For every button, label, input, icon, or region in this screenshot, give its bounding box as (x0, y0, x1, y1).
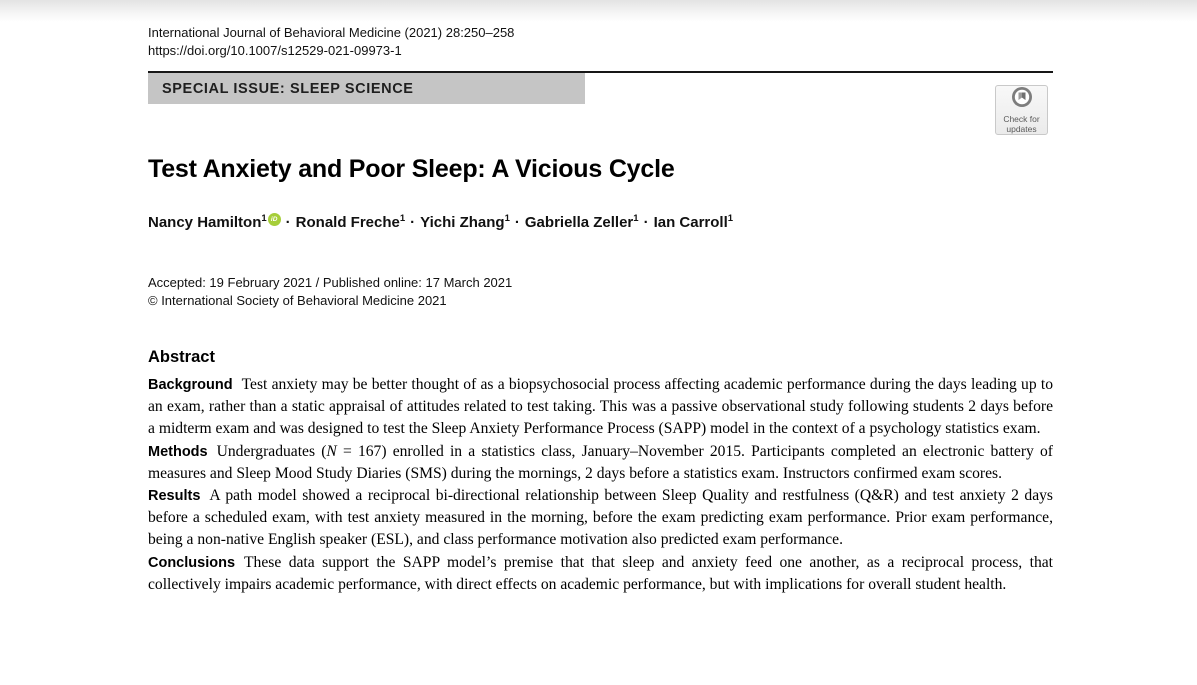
author-separator: · (643, 214, 649, 231)
author-separator: · (514, 214, 520, 231)
author-affiliation-sup: 1 (504, 213, 510, 224)
abstract-section (148, 374, 1053, 441)
abstract-section-text: = 167) enrolled in a statistics class, January–November 2015. Participants completed an electronic battery of measures and Sleep Mood Study Diaries (SMS) during the mornings, 2 days before a statistics exam. Instructors confirmed exam scores. (148, 442, 1053, 482)
abstract-section (148, 441, 1053, 485)
publication-dates (148, 274, 1053, 309)
journal-citation: International Journal of Behavioral Medicine (2021) 28:250–258 (148, 25, 515, 40)
accepted-published-line: Accepted: 19 February 2021 / Published online: 17 March 2021 (148, 275, 513, 290)
abstract-section (148, 485, 1053, 552)
author-name: Nancy Hamilton (148, 214, 262, 231)
abstract-heading: Abstract (148, 348, 215, 366)
abstract-section-text: Test anxiety may be better thought of as a biopsychosocial process affecting academic performance during the days leading up to an exam, rather than a static appraisal of attitudes related to test taking. This was a passive observational study following students 2 days before a midterm exam and was designed to test the Sleep Anxiety Performance Process (SAPP) model in the context of a psychology statistics exam. (148, 376, 1053, 438)
author-name: Ian Carroll (653, 214, 728, 231)
author-separator: · (285, 214, 291, 231)
author-affiliation-sup: 1 (727, 213, 734, 224)
author-list (148, 213, 1053, 231)
abstract-section-label: Conclusions (148, 554, 236, 571)
author-affiliation-sup: 1 (261, 213, 267, 224)
abstract-section-text: N (326, 442, 337, 460)
author-name: Yichi Zhang (420, 214, 505, 231)
author-affiliation-sup: 1 (633, 213, 639, 224)
article-content (148, 0, 1053, 596)
check-for-updates-badge[interactable] (995, 85, 1048, 135)
abstract-section-text: A path model showed a reciprocal bi-directional relationship between Sleep Quality and restfulness (Q&R) and test anxiety 2 days before a scheduled exam, with test anxiety measured in the morning, before the exam predicting exam performance. Prior exam performance, being a non-native English speaker (ESL), and class performance motivation also predicted exam performance. (148, 487, 1053, 549)
copyright-line: © International Society of Behavioral Medicine 2021 (148, 292, 447, 308)
author-separator: · (410, 214, 416, 231)
author-name: Ronald Freche (295, 214, 400, 231)
abstract-body (148, 374, 1053, 596)
orcid-icon[interactable]: iD (268, 213, 281, 226)
journal-meta (148, 24, 1053, 60)
abstract-section (148, 552, 1053, 596)
abstract-section-text: These data support the SAPP model’s premise that that sleep and anxiety feed one another, as a reciprocal process, that collectively impairs academic performance, with direct effects on academic performance, but with implications for overall student health. (148, 553, 1053, 593)
doi-link[interactable]: https://doi.org/10.1007/s12529-021-09973-1 (148, 43, 402, 58)
abstract-section-label: Background (148, 377, 233, 393)
special-issue-banner (148, 73, 585, 104)
author-affiliation-sup: 1 (399, 213, 406, 224)
article-title: Test Anxiety and Poor Sleep: A Vicious Cycle (148, 155, 675, 183)
crossmark-icon (1011, 86, 1033, 113)
check-for-updates-label: Check for updates (1003, 114, 1040, 134)
abstract-section-label: Methods (148, 443, 208, 460)
abstract-section-label: Results (148, 488, 201, 505)
abstract-section-text: Undergraduates ( (216, 442, 327, 460)
special-issue-label: SPECIAL ISSUE: SLEEP SCIENCE (162, 80, 414, 97)
author-name: Gabriella Zeller (524, 214, 634, 231)
